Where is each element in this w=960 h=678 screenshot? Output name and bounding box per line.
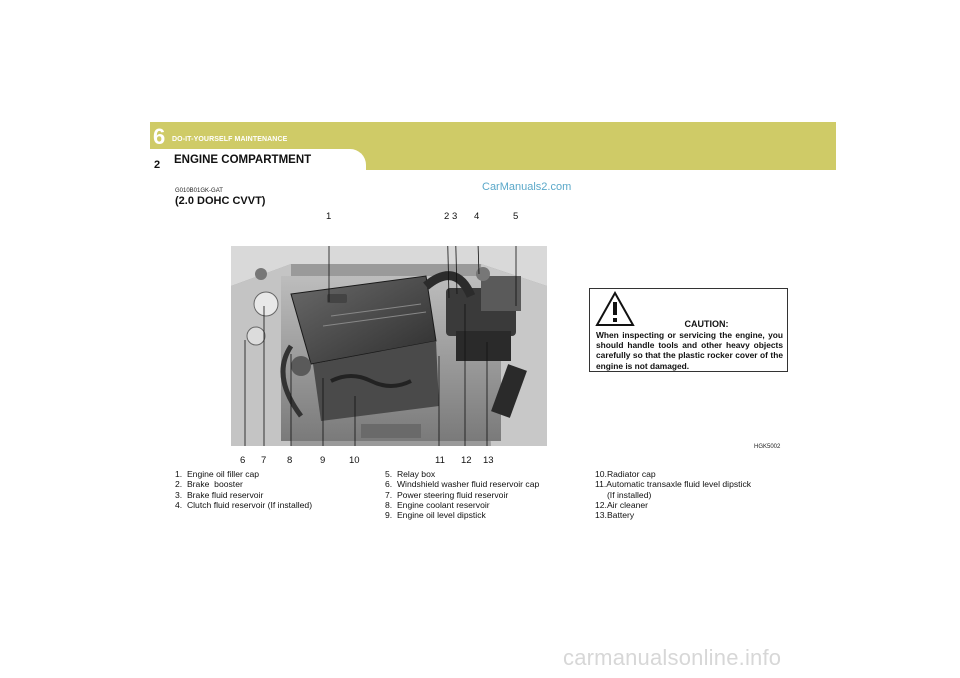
callout-4: 4 <box>474 211 480 222</box>
watermark-footer: carmanualsonline.info <box>563 645 782 670</box>
watermark-link[interactable]: CarManuals2.com <box>482 181 572 193</box>
legend-column-3 <box>595 469 751 520</box>
legend-item: 2. Brake booster <box>175 479 243 490</box>
image-code: HGK5002 <box>754 444 781 450</box>
legend-item: (If installed) <box>595 489 652 500</box>
figure-code: G010B01GK-GAT <box>175 188 223 194</box>
callout-6: 6 <box>240 455 246 466</box>
callout-1: 1 <box>326 211 332 222</box>
callout-10: 10 <box>349 455 360 466</box>
legend-column-2 <box>385 469 539 520</box>
legend-item: 4. Clutch fluid reservoir (If installed) <box>175 499 313 510</box>
chapter-name: DO-IT-YOURSELF MAINTENANCE <box>172 136 288 143</box>
legend-item: 7. Power steering fluid reservoir <box>385 489 509 500</box>
legend-item: 13.Battery <box>595 510 635 521</box>
legend-item: 8. Engine coolant reservoir <box>385 499 490 510</box>
legend-item: 12.Air cleaner <box>595 499 649 510</box>
callout-5: 5 <box>513 211 519 222</box>
caution-heading: CAUTION: <box>684 319 729 329</box>
legend-item: 9. Engine oil level dipstick <box>385 510 486 521</box>
legend-item: 5. Relay box <box>385 469 436 479</box>
caution-box <box>589 288 788 372</box>
callout-9: 9 <box>320 455 326 466</box>
engine-title: (2.0 DOHC CVVT) <box>175 195 266 207</box>
callout-8: 8 <box>287 455 293 466</box>
callout-3: 3 <box>452 211 458 222</box>
page-number: 2 <box>154 159 161 171</box>
caution-text: When inspecting or servicing the engine, you should handle tools and other heavy objects carefully so that the plastic rocker cover of the engine is not damaged. <box>596 330 783 371</box>
callout-13: 13 <box>483 455 494 466</box>
callout-11: 11 <box>435 455 445 466</box>
section-title: ENGINE COMPARTMENT <box>174 154 312 166</box>
legend-item: 6. Windshield washer fluid reservoir cap <box>385 479 540 490</box>
callout-2: 2 <box>444 211 450 222</box>
callout-7: 7 <box>261 455 267 466</box>
legend-item: 10.Radiator cap <box>595 469 656 479</box>
callout-12: 12 <box>461 455 472 466</box>
legend-item: 1. Engine oil filler cap <box>175 469 260 479</box>
chapter-number: 6 <box>153 124 166 149</box>
legend-item: 3. Brake fluid reservoir <box>175 489 264 500</box>
legend-column-1 <box>175 469 312 510</box>
engine-compartment-photo <box>231 246 547 446</box>
legend-item: 11.Automatic transaxle fluid level dipstick <box>595 479 752 490</box>
